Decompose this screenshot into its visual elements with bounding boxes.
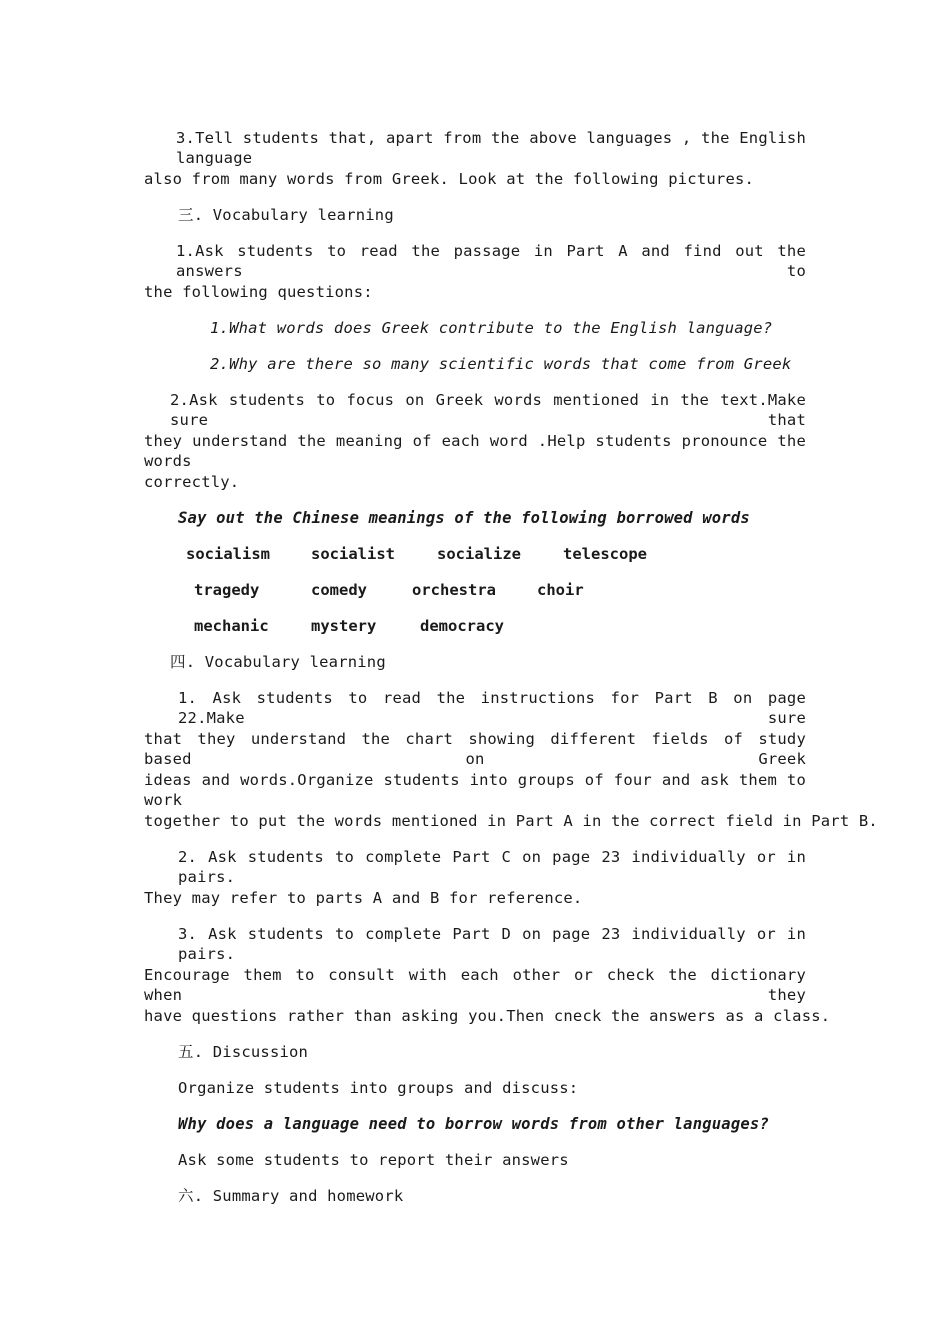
vocab-word: socialism <box>186 545 270 563</box>
vocab-word: choir <box>537 581 584 599</box>
paragraph-line: Encourage them to consult with each other or check the dictionary when they <box>144 966 806 1004</box>
paragraph-line: 1.Ask students to read the passage in Part A and find out the answers to <box>176 242 806 280</box>
paragraph-line: together to put the words mentioned in Part A in the correct field in Part B. <box>144 812 878 830</box>
vocab-word: socialize <box>437 545 521 563</box>
paragraph-line: the following questions: <box>144 283 373 301</box>
paragraph-line: 3. Ask students to complete Part D on page 23 individually or in pairs. <box>178 925 806 963</box>
paragraph-line: have questions rather than asking you.Then cneck the answers as a class. <box>144 1007 831 1025</box>
vocab-word: mechanic <box>194 617 269 635</box>
question-2: 2.Why are there so many scientific words that come from Greek <box>210 355 792 373</box>
section-heading: 六. Summary and homework <box>178 1187 404 1205</box>
vocab-word: socialist <box>311 545 395 563</box>
paragraph-line: 2.Ask students to focus on Greek words mentioned in the text.Make sure that <box>170 391 806 429</box>
vocab-word: tragedy <box>194 581 260 599</box>
paragraph-line: Ask some students to report their answers <box>178 1151 569 1169</box>
paragraph-line: ideas and words.Organize students into groups of four and ask them to work <box>144 771 806 809</box>
vocab-word: mystery <box>311 617 377 635</box>
vocab-word: telescope <box>563 545 647 563</box>
paragraph-line: 2. Ask students to complete Part C on page 23 individually or in pairs. <box>178 848 806 886</box>
section-heading: 三. Vocabulary learning <box>178 206 394 224</box>
paragraph-line: that they understand the chart showing different fields of study based on Greek <box>144 730 806 768</box>
paragraph-line: Organize students into groups and discuss: <box>178 1079 579 1097</box>
vocab-word: comedy <box>311 581 367 599</box>
task-instruction: Say out the Chinese meanings of the following borrowed words <box>178 509 750 527</box>
paragraph-line: They may refer to parts A and B for reference. <box>144 889 583 907</box>
paragraph-line: 1. Ask students to read the instructions for Part B on page 22.Make sure <box>178 689 806 727</box>
discussion-question: Why does a language need to borrow words from other languages? <box>178 1115 769 1133</box>
vocab-word: orchestra <box>412 581 496 599</box>
paragraph-line: also from many words from Greek. Look at the following pictures. <box>144 170 755 188</box>
section-heading: 五. Discussion <box>178 1043 309 1061</box>
question-1: 1.What words does Greek contribute to the English language? <box>210 319 773 337</box>
paragraph-line: correctly. <box>144 473 240 491</box>
paragraph-line: they understand the meaning of each word .Help students pronounce the words <box>144 432 806 470</box>
section-heading: 四. Vocabulary learning <box>170 653 386 671</box>
vocab-word: democracy <box>420 617 504 635</box>
paragraph-line: 3.Tell students that, apart from the above languages , the English language <box>176 129 806 167</box>
